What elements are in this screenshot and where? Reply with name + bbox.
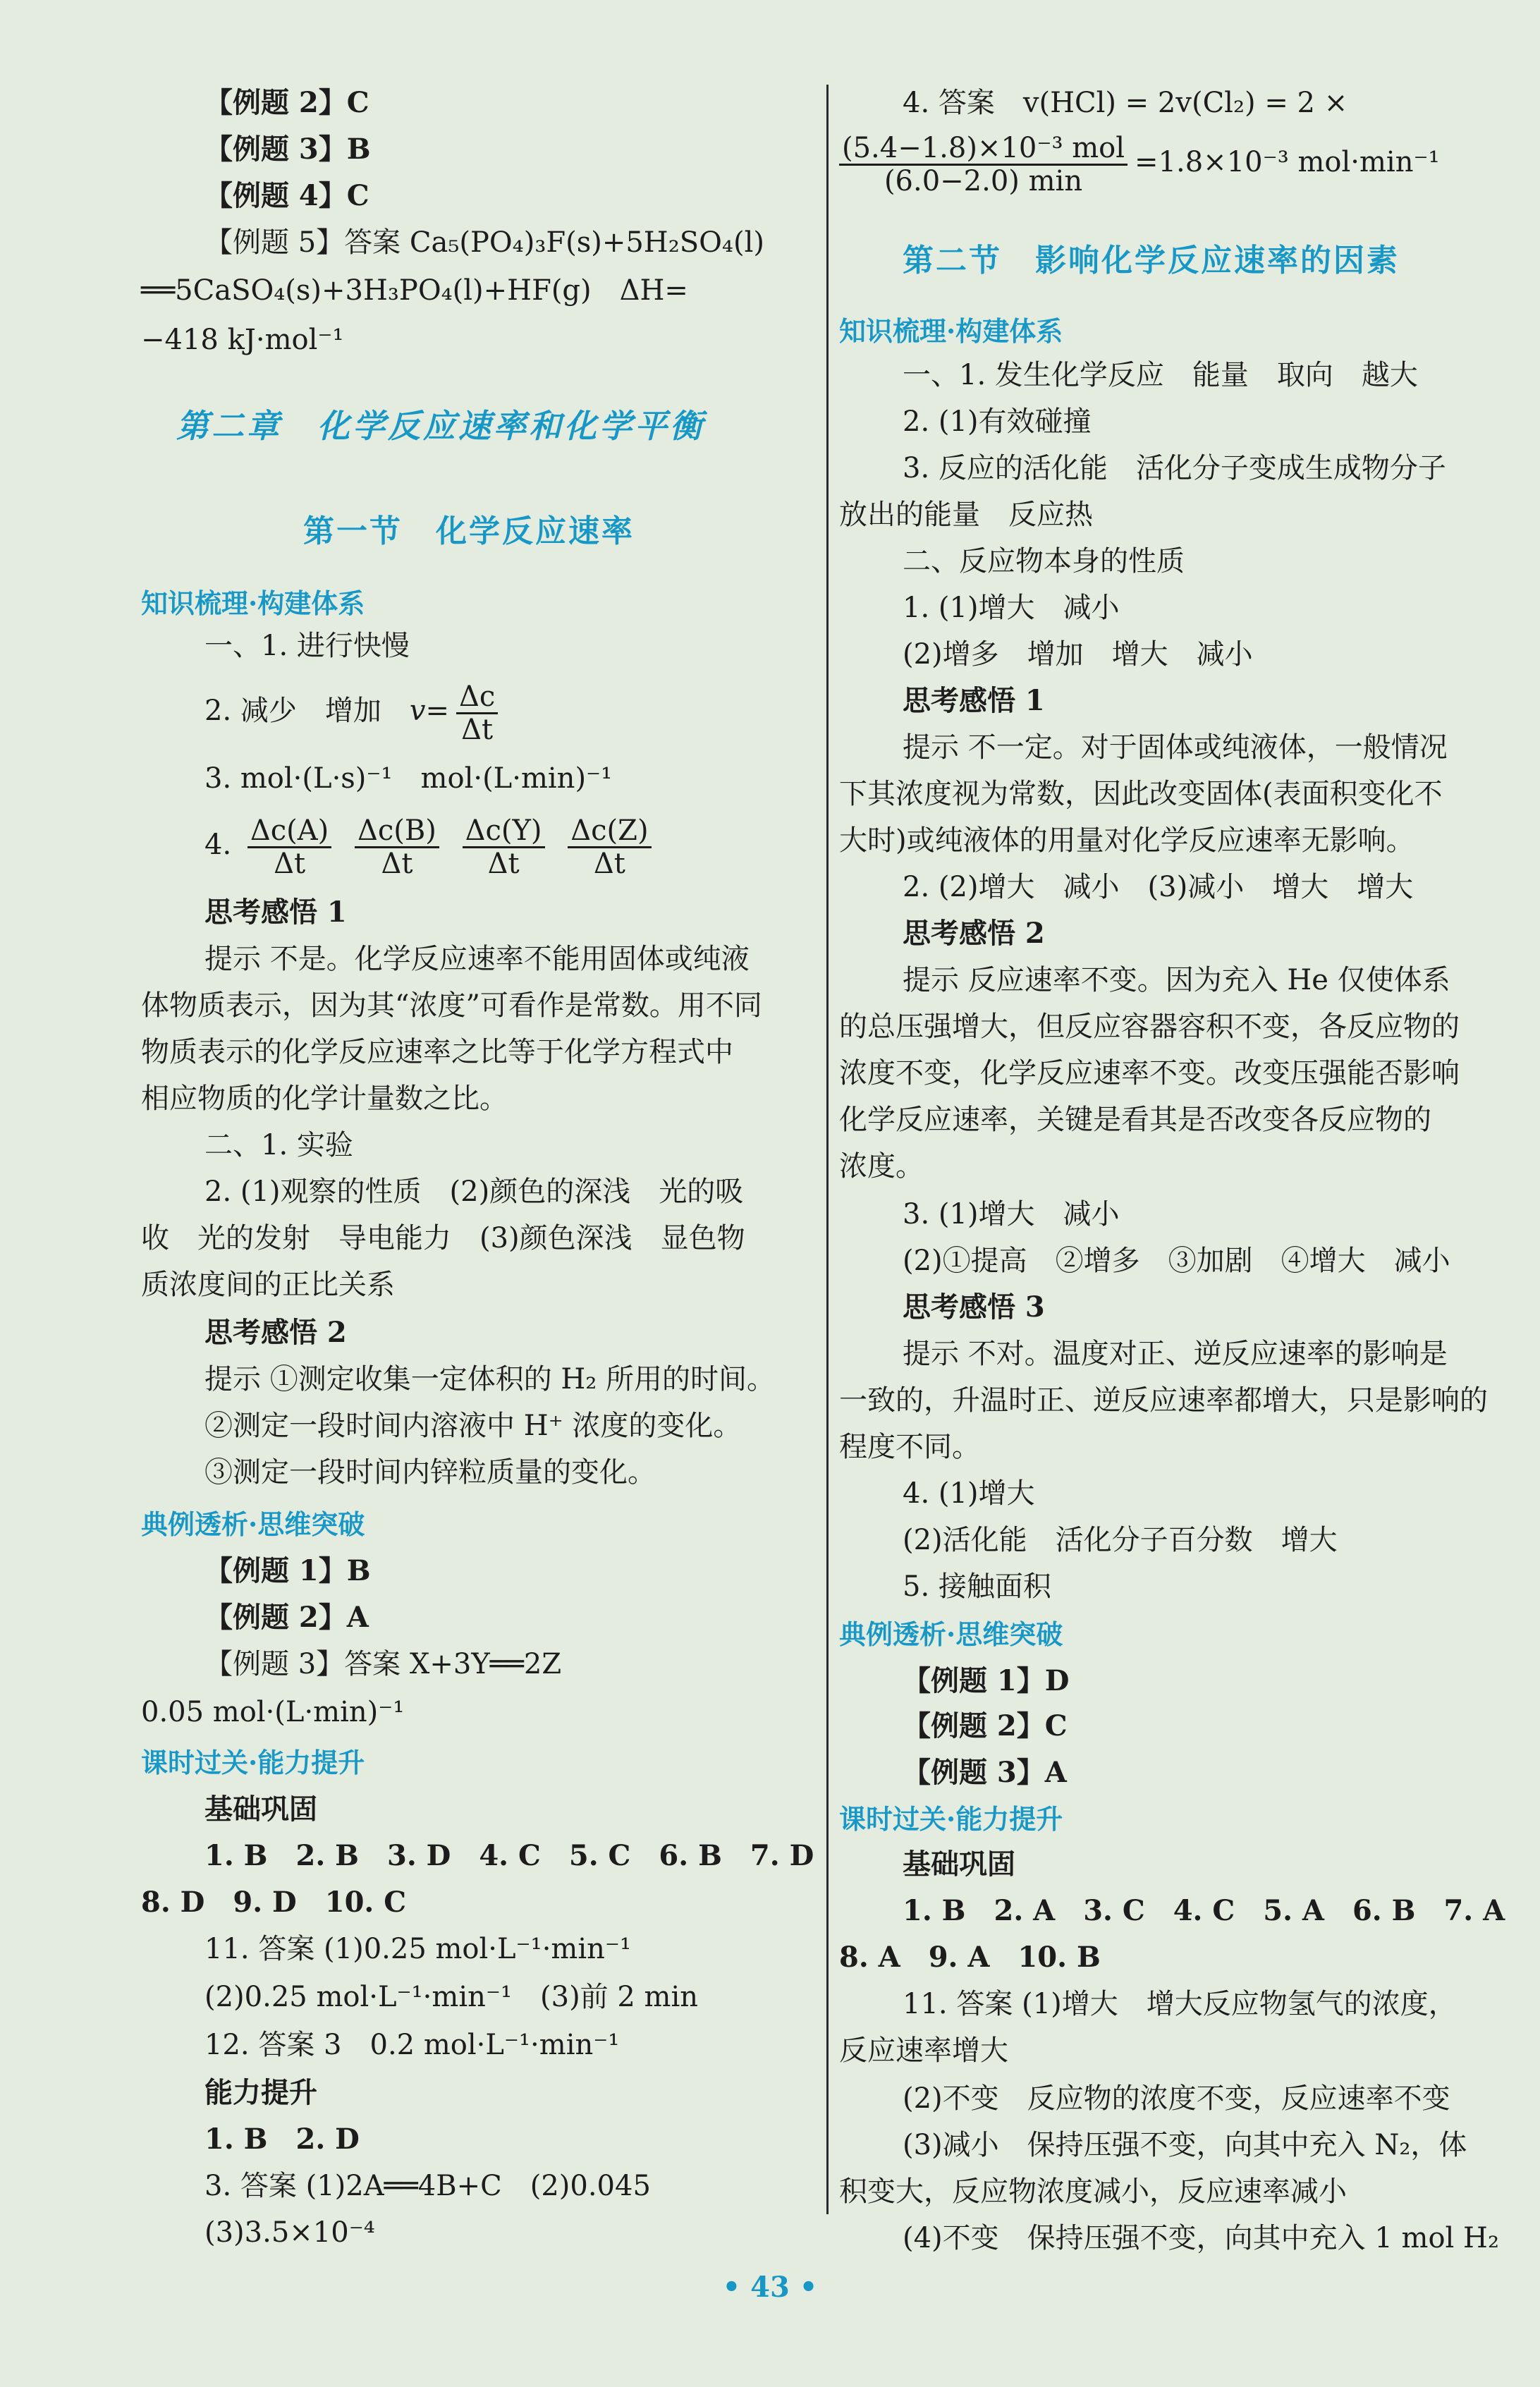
answer-line: 0.05 mol·(L·min)⁻¹	[141, 1696, 405, 1728]
section-label: 知识梳理·构建体系	[141, 587, 365, 619]
fraction	[456, 681, 498, 745]
subheading: 思考感悟 3	[903, 1290, 1045, 1324]
answer-line: (2)增多 增加 增大 减小	[903, 638, 1253, 671]
subheading: 思考感悟 1	[903, 684, 1045, 717]
fraction	[839, 133, 1128, 197]
answer-line: 【例题 2】C	[204, 86, 369, 119]
fraction	[568, 815, 651, 879]
chapter-title: 第二章 化学反应速率和化学平衡	[176, 407, 705, 445]
answer-text: 2. 减少 增加	[204, 695, 410, 727]
answer-line: 11. 答案 (1)0.25 mol·L⁻¹·min⁻¹	[204, 1933, 632, 1965]
answer-line: 提示 ①测定收集一定体积的 H₂ 所用的时间。	[204, 1363, 776, 1396]
answer-line: 11. 答案 (1)增大 增大反应物氢气的浓度，	[903, 1988, 1457, 2020]
answer-line: (2)活化能 活化分子百分数 增大	[903, 1524, 1338, 1556]
section-label: 典例透析·思维突破	[141, 1508, 365, 1540]
answer-line: 3. mol·(L·s)⁻¹ mol·(L·min)⁻¹	[204, 762, 613, 795]
answer-line: 12. 答案 3 0.2 mol·L⁻¹·min⁻¹	[204, 2029, 620, 2061]
answer-line: 物质表示的化学反应速率之比等于化学方程式中	[141, 1036, 733, 1068]
answer-line: 质浓度间的正比关系	[141, 1269, 395, 1301]
answer-line: (4)不变 保持压强不变，向其中充入 1 mol H₂	[903, 2222, 1499, 2254]
answer-line: 化学反应速率，关键是看其是否改变各反应物的	[839, 1104, 1431, 1136]
answer-line: ══5CaSO₄(s)+3H₃PO₄(l)+HF(g) ΔH=	[141, 274, 688, 307]
formula-var: v=	[409, 695, 450, 727]
answer-line: 大时)或纯液体的用量对化学反应速率无影响。	[839, 824, 1414, 857]
fraction-den: Δt	[381, 847, 413, 880]
fraction-num: Δc(Y)	[463, 815, 545, 848]
answer-line: 1. (1)增大 减小	[903, 592, 1120, 624]
subheading: 基础巩固	[903, 1848, 1015, 1881]
answer-line: 一、1. 进行快慢	[204, 630, 410, 662]
fraction-den: Δt	[593, 847, 625, 880]
answer-line: 1. B 2. D	[204, 2123, 360, 2156]
section-label: 课时过关·能力提升	[839, 1803, 1063, 1835]
answer-line: 二、反应物本身的性质	[903, 545, 1185, 578]
subheading: 基础巩固	[204, 1793, 317, 1826]
answer-line: ③测定一段时间内锌粒质量的变化。	[204, 1456, 656, 1489]
fraction-den: Δt	[461, 713, 494, 746]
answer-line: (3)减小 保持压强不变，向其中充入 N₂，体	[903, 2129, 1467, 2161]
fraction	[248, 815, 331, 879]
subheading: 思考感悟 2	[903, 917, 1045, 950]
answer-line: 【例题 2】C	[903, 1709, 1068, 1742]
answer-line: 2. (1)观察的性质 (2)颜色的深浅 光的吸	[204, 1176, 744, 1208]
answer-line: (2)不变 反应物的浓度不变，反应速率不变	[903, 2082, 1450, 2115]
subheading: 能力提升	[204, 2076, 317, 2109]
answer-line: 相应物质的化学计量数之比。	[141, 1082, 508, 1115]
fraction-den: Δt	[274, 847, 306, 880]
answer-line	[141, 811, 659, 879]
answer-line: 的总压强增大，但反应容器容积不变，各反应物的	[839, 1011, 1460, 1043]
answer-line: 2. (1)有效碰撞	[903, 405, 1092, 438]
subheading: 思考感悟 2	[204, 1316, 347, 1349]
answer-line: 【例题 3】B	[204, 133, 371, 166]
answer-line: 积变大，反应物浓度减小，反应速率减小	[839, 2175, 1347, 2208]
answer-line: 2. (2)增大 减小 (3)减小 增大 增大	[903, 871, 1414, 903]
answer-line: 提示 反应速率不变。因为充入 He 仅使体系	[903, 964, 1450, 996]
answer-line: (2)①提高 ②增多 ③加剧 ④增大 减小	[903, 1245, 1450, 1277]
answer-line: 提示 不一定。对于固体或纯液体，一般情况	[903, 731, 1448, 764]
answer-line: 体物质表示，因为其“浓度”可看作是常数。用不同	[141, 989, 762, 1022]
answer-text: 4.	[204, 829, 232, 861]
answer-line: 提示 不对。温度对正、逆反应速率的影响是	[903, 1338, 1448, 1370]
section-label: 知识梳理·构建体系	[839, 315, 1063, 347]
section-label: 课时过关·能力提升	[141, 1747, 365, 1778]
section-title: 第二节 影响化学反应速率的因素	[903, 243, 1400, 279]
answer-line: −418 kJ·mol⁻¹	[141, 324, 344, 356]
answer-line: 3. 反应的活化能 活化分子变成生成物分子	[903, 452, 1446, 484]
answer-line: ②测定一段时间内溶液中 H⁺ 浓度的变化。	[204, 1410, 742, 1442]
fraction-den: Δt	[487, 847, 520, 880]
fraction-num: Δc(A)	[248, 815, 331, 848]
column-divider	[826, 85, 829, 2214]
answer-line: 一、1. 发生化学反应 能量 取向 越大	[903, 359, 1418, 391]
answer-line: 【例题 1】B	[204, 1554, 371, 1587]
page-number: • 43 •	[722, 2271, 818, 2304]
answer-line: 1. B 2. B 3. D 4. C 5. C 6. B 7. D	[204, 1839, 814, 1872]
fraction	[463, 815, 545, 879]
answer-line: 【例题 1】D	[903, 1664, 1070, 1697]
answer-line: 【例题 2】A	[204, 1601, 369, 1634]
answer-line: 4. 答案 v(HCl) = 2v(Cl₂) = 2 ×	[903, 87, 1348, 119]
answer-line: 1. B 2. A 3. C 4. C 5. A 6. B 7. A	[903, 1894, 1505, 1927]
answer-line	[141, 677, 505, 745]
answer-line: 3. 答案 (1)2A══4B+C (2)0.045	[204, 2170, 651, 2202]
fraction-num: (5.4−1.8)×10⁻³ mol	[839, 133, 1128, 166]
section-label: 典例透析·思维突破	[839, 1618, 1063, 1650]
answer-line: 程度不同。	[839, 1431, 980, 1463]
answer-line	[839, 128, 1440, 197]
answer-line: 收 光的发射 导电能力 (3)颜色深浅 显色物	[141, 1222, 745, 1254]
fraction	[355, 815, 439, 879]
answer-line: (3)3.5×10⁻⁴	[204, 2216, 375, 2249]
answer-line: 3. (1)增大 减小	[903, 1198, 1120, 1231]
fraction-num: Δc(Z)	[568, 815, 651, 848]
answer-line: 放出的能量 反应热	[839, 499, 1093, 531]
answer-line: 浓度不变，化学反应速率不变。改变压强能否影响	[839, 1057, 1460, 1089]
answer-line: 【例题 3】A	[903, 1756, 1067, 1789]
answer-line: 浓度。	[839, 1150, 924, 1183]
section-title: 第一节 化学反应速率	[303, 513, 635, 549]
fraction-den: (6.0−2.0) min	[884, 164, 1083, 197]
answer-text: =1.8×10⁻³ mol·min⁻¹	[1135, 146, 1440, 178]
answer-line: 一致的，升温时正、逆反应速率都增大，只是影响的	[839, 1384, 1488, 1417]
answer-line: 提示 不是。化学反应速率不能用固体或纯液	[204, 943, 750, 975]
subheading: 思考感悟 1	[204, 896, 347, 929]
answer-line: (2)0.25 mol·L⁻¹·min⁻¹ (3)前 2 min	[204, 1981, 699, 2013]
answer-line: 4. (1)增大	[903, 1477, 1035, 1510]
answer-line: 【例题 5】答案 Ca₅(PO₄)₃F(s)+5H₂SO₄(l)	[204, 226, 764, 259]
fraction-num: Δc(B)	[355, 815, 439, 848]
answer-line: 【例题 3】答案 X+3Y══2Z	[204, 1648, 562, 1680]
answer-line: 反应速率增大	[839, 2034, 1008, 2067]
answer-line: 8. D 9. D 10. C	[141, 1886, 407, 1919]
fraction-num: Δc	[456, 681, 498, 714]
answer-line: 8. A 9. A 10. B	[839, 1941, 1101, 1974]
answer-line: 5. 接触面积	[903, 1570, 1051, 1603]
answer-line: 【例题 4】C	[204, 179, 369, 212]
answer-line: 下其浓度视为常数，因此改变固体(表面积变化不	[839, 778, 1443, 810]
answer-line: 二、1. 实验	[204, 1129, 353, 1161]
